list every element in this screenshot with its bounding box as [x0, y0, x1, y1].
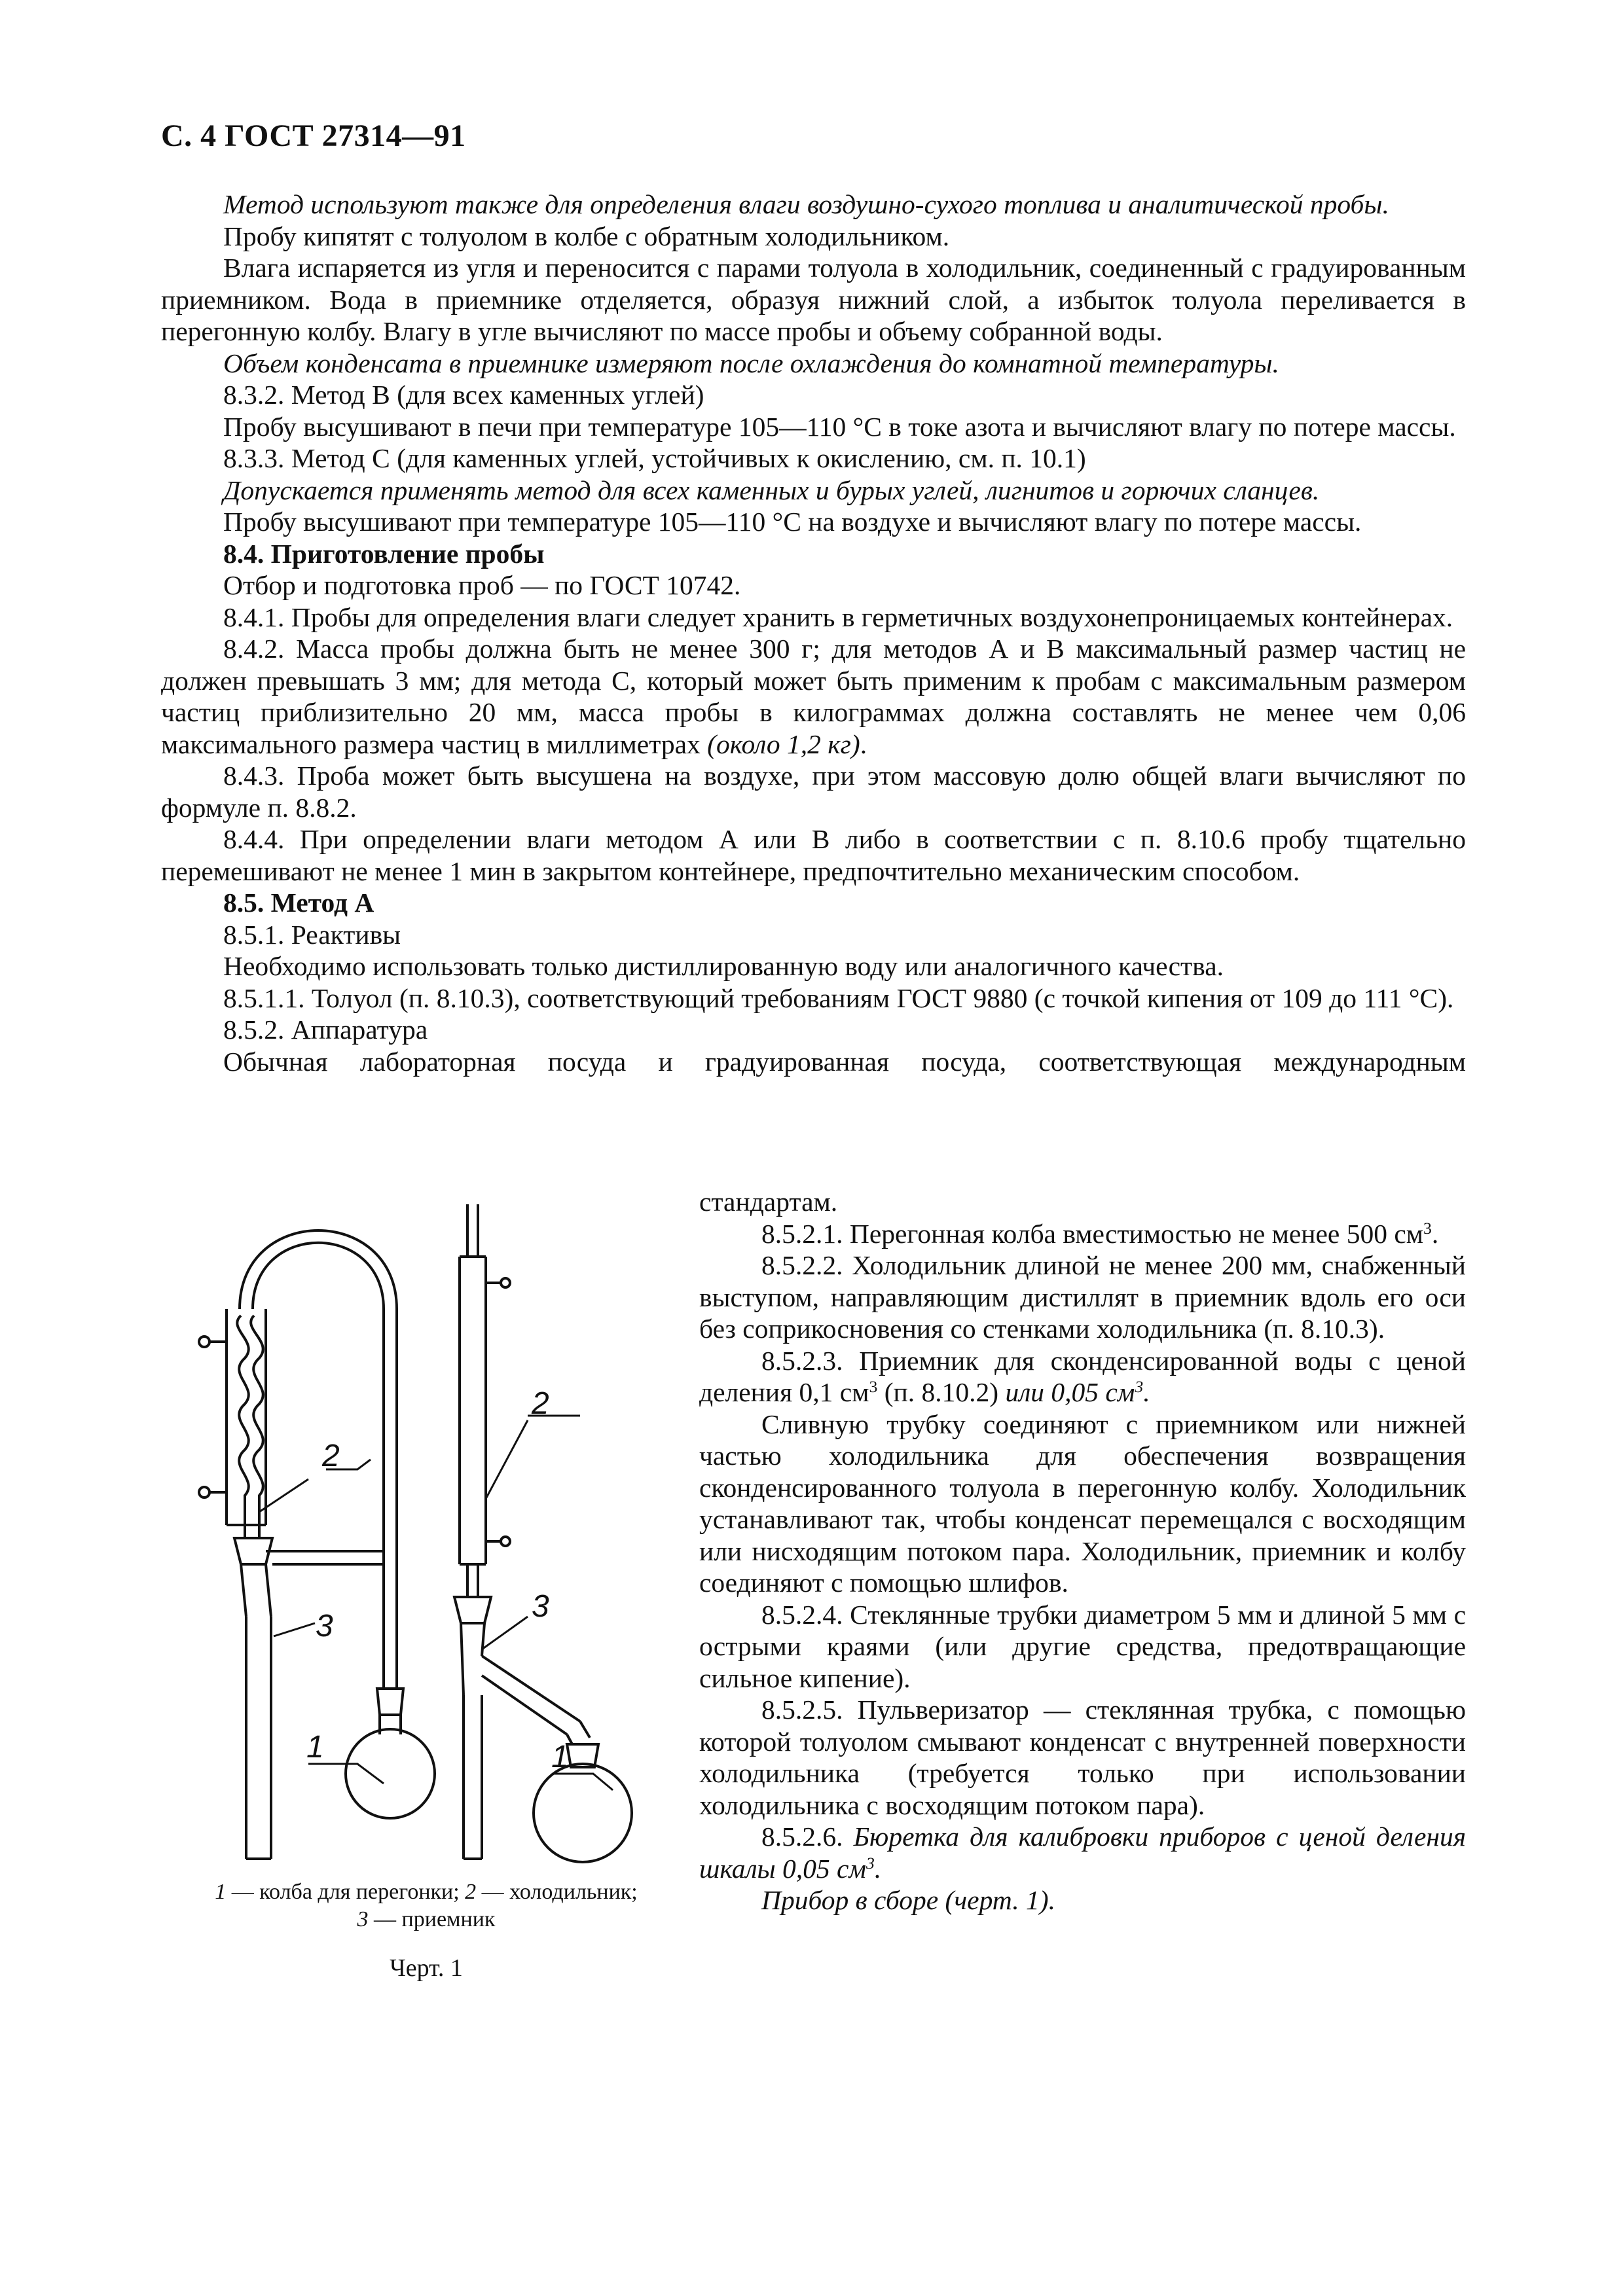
paragraph: Метод используют также для определения влаги воздушно-сухого топлива и аналитической пробы. [223, 189, 1389, 219]
caption-number: 3 [357, 1907, 369, 1931]
label-flask: 1 [306, 1730, 324, 1765]
paragraph-text: 8.5.2.6. [761, 1821, 854, 1852]
paragraph: Прибор в сборе (черт. 1). [761, 1885, 1055, 1915]
section-heading: 8.4. Приготовление пробы [223, 538, 545, 569]
paragraph-tail: (п. 8.10.2) [877, 1377, 1006, 1407]
paragraph: 8.5.2.5. Пульверизатор — стеклянная трубка, с помощью которой толуолом смывают конденсат с внутренней поверхности холодильника (требуется только при использовании холодильника с восходящим потоком пара). [699, 1695, 1466, 1820]
paragraph: 8.4.1. Пробы для определения влаги следует хранить в герметичных воздухонепроницаемых контейнерах. [223, 601, 1453, 632]
paragraph-italic-tail: . [874, 1853, 882, 1884]
paragraph [161, 633, 1466, 760]
paragraph [699, 1345, 1466, 1408]
label-receiver: 3 [532, 1589, 549, 1624]
paragraph-italic: (около 1,2 кг) [700, 728, 860, 759]
paragraph: Допускается применять метод для всех каменных и бурых углей, лигнитов и горючих сланцев. [223, 475, 1320, 505]
paragraph: Пробу высушивают при температуре 105—110 °С на воздухе и вычисляют влагу по потере массы. [223, 507, 1362, 537]
label-flask: 1 [551, 1740, 569, 1774]
figure-number: Черт. 1 [390, 1954, 463, 1982]
paragraph: Объем конденсата в приемнике измеряют после охлаждения до комнатной температуры. [223, 348, 1279, 378]
apparatus-drawing [161, 1198, 691, 1878]
paragraph: Необходимо использовать только дистиллированную воду или аналогичного качества. [223, 951, 1224, 981]
paragraph-italic-tail: . [1143, 1377, 1150, 1407]
paragraph: Отбор и подготовка проб — по ГОСТ 10742. [223, 570, 741, 600]
paragraph-italic: или 0,05 см [1005, 1377, 1135, 1407]
paragraph: 8.5.2.2. Холодильник длиной не менее 200 мм, снабженный выступом, направляющим дистиллят в приемник вдоль его оси без соприкосновения со стенками холодильника (п. 8.10.3). [699, 1250, 1466, 1344]
paragraph: Пробу высушивают в печи при температуре 105—110 °С в токе азота и вычисляют влагу по потере массы. [223, 411, 1456, 442]
paragraph: 8.5.1.1. Толуол (п. 8.10.3), соответствующий требованиям ГОСТ 9880 (с точкой кипения от 109 до 111 °С). [223, 982, 1454, 1013]
paragraph: Пробу кипятят с толуолом в колбе с обратным холодильником. [223, 221, 950, 251]
caption-text: — холодильник; [481, 1880, 638, 1904]
caption-line [161, 1906, 691, 1933]
superscript: 3 [869, 1376, 878, 1396]
apparatus-right [454, 1204, 632, 1862]
right-column-text [699, 1186, 1466, 1916]
superscript: 3 [1423, 1218, 1432, 1238]
paragraph [699, 1821, 1466, 1884]
caption-text: — колба для перегонки; [231, 1880, 460, 1904]
paragraph-tail: . [1431, 1218, 1439, 1249]
paragraph: 8.4.4. При определении влаги методом А или В либо в соответствии с п. 8.10.6 пробу тщательно перемешивают не менее 1 мин в закрытом контейнере, предпочтительно механическим способом. [161, 824, 1466, 886]
caption-number: 2 [465, 1880, 477, 1904]
figure-caption [161, 1878, 691, 1933]
paragraph: Влага испаряется из угля и переносится с парами толуола в холодильник, соединенный с градуированным приемником. Вода в приемнике отделяется, образуя нижний слой, а избыток толуола переливается в перегонную колбу. Влагу в угле вычисляют по массе пробы и объему собранной воды. [161, 253, 1466, 346]
paragraph: Сливную трубку соединяют с приемником или нижней частью холодильника для обеспечения возвращения сконденсированного толуола в перегонную колбу. Холодильник устанавливают так, чтобы конденсат перемещался с восходящим или нисходящим потоком пара. Холодильник, приемник и колбу соединяют с помощью шлифов. [699, 1408, 1466, 1598]
label-receiver: 3 [316, 1609, 333, 1643]
paragraph-text: 8.4.2. Масса пробы должна быть не менее 300 г; для методов А и В максимальный размер частиц не должен превышать 3 мм; для метода С, который может быть применим к пробам с максимальным размером частиц приблизительно 20 мм, масса пробы в килограммах должна составлять не менее чем 0,06 максимального размера частиц в миллиметрах [161, 634, 1466, 759]
section-heading: 8.3.2. Метод В (для всех каменных углей) [223, 380, 704, 410]
apparatus-figure [161, 1198, 691, 1944]
superscript: 3 [1135, 1376, 1144, 1396]
paragraph: 8.4.3. Проба может быть высушена на воздухе, при этом массовую долю общей влаги вычисляют по формуле п. 8.8.2. [161, 761, 1466, 823]
superscript: 3 [866, 1853, 875, 1873]
figure-labels [306, 1386, 569, 1774]
section-heading: 8.5. Метод А [223, 888, 374, 918]
section-heading: 8.5.1. Реактивы [223, 919, 401, 950]
paragraph: стандартам. [699, 1187, 838, 1217]
label-condenser: 2 [532, 1386, 549, 1421]
section-heading: 8.3.3. Метод С (для каменных углей, устойчивых к окислению, см. п. 10.1) [223, 443, 1086, 473]
caption-line [161, 1878, 691, 1906]
paragraph-text: 8.5.2.1. Перегонная колба вместимостью не менее 500 см [761, 1218, 1424, 1249]
paragraph: Обычная лабораторная посуда и градуированная посуда, соответствующая международным [223, 1046, 1466, 1077]
paragraph-italic: Бюретка для калибровки приборов с ценой деления шкалы 0,05 см [699, 1821, 1466, 1884]
label-condenser: 2 [322, 1439, 340, 1473]
paragraph [699, 1218, 1466, 1250]
section-heading: 8.5.2. Аппаратура [223, 1014, 428, 1045]
paragraph-text: 8.5.2.3. Приемник для сконденсированной воды с ценой деления 0,1 см [699, 1345, 1466, 1407]
page-header: С. 4 ГОСТ 27314—91 [161, 118, 466, 153]
paragraph-tail: . [860, 728, 867, 759]
paragraph: 8.5.2.4. Стеклянные трубки диаметром 5 мм и длиной 5 мм с острыми краями (или другие средства, предотвращающие сильное кипение). [699, 1599, 1466, 1693]
caption-text: — приемник [374, 1907, 496, 1931]
main-text [161, 188, 1466, 1077]
caption-number: 1 [215, 1880, 227, 1904]
